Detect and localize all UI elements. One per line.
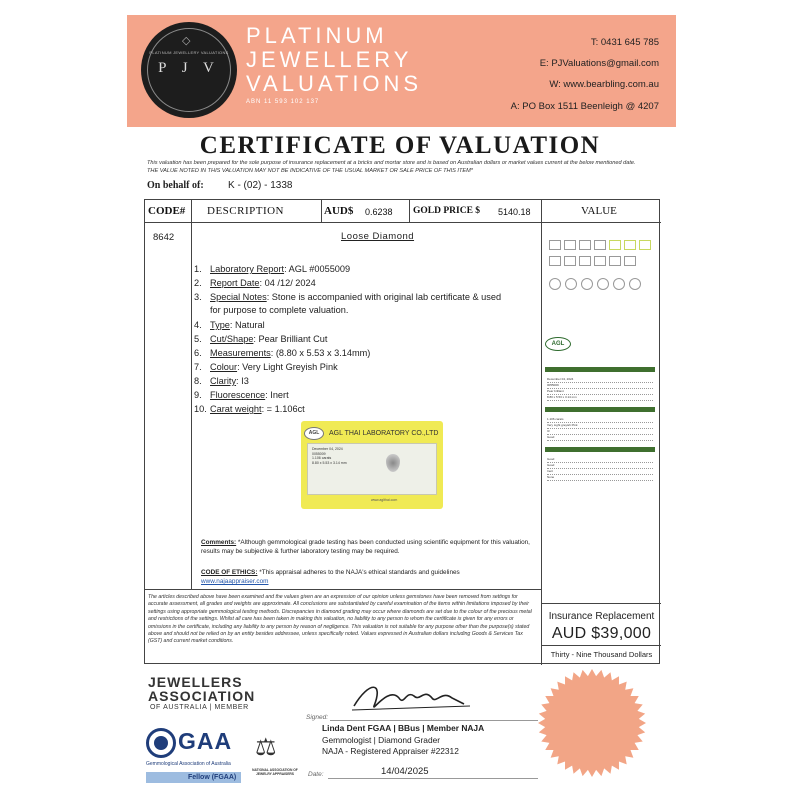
item-title: Loose Diamond (341, 231, 415, 242)
brand-line-1: PLATINUM (246, 23, 388, 48)
gaa-subtitle: Gemmological Association of Australia (146, 761, 231, 767)
comments (201, 538, 541, 556)
contact-address: A: PO Box 1511 Beenleigh @ 4207 (510, 101, 659, 112)
column-aud-value: 0.6238 (365, 207, 393, 217)
item-value: : 04 /12/ 2024 (259, 278, 316, 288)
item-number: 9. (194, 390, 202, 400)
list-item (194, 362, 338, 373)
item-value: : Very Light Greyish Pink (237, 362, 338, 372)
insurance-value: AUD $39,000 (551, 625, 652, 642)
company-logo (141, 22, 237, 118)
divider (541, 645, 661, 646)
agl-band (545, 407, 655, 412)
item-key: Carat weight (210, 404, 262, 414)
brand-line-2: JEWELLERY (246, 47, 413, 72)
item-value: : Natural (229, 320, 265, 330)
item-number: 4. (194, 320, 202, 330)
list-item (194, 278, 316, 289)
list-item (194, 348, 370, 359)
list-item (194, 376, 249, 387)
grading-scale-top-2 (549, 256, 639, 267)
item-continuation: for purpose to complete valuation. (210, 305, 349, 315)
lab-heading: AGL THAI LABORATORY CO.,LTD (329, 430, 439, 437)
ja-logo-line1: JEWELLERS (148, 674, 243, 690)
insurance-label: Insurance Replacement (548, 611, 655, 622)
agl-report-no: 0055009 (547, 383, 653, 389)
intro-text: This valuation has been prepared for the sole purpose of insurance replacement at a bricks and mortar store and is based on Australian dollars or market values current at the below mentioned date. (147, 160, 636, 166)
item-value: : AGL #0055009 (284, 264, 351, 274)
agl-clarity: I3 (547, 429, 653, 435)
header-banner (127, 15, 676, 127)
naja-logo-text: NATIONAL ASSOCIATION OF JEWELRY APPRAISERS (252, 768, 298, 776)
date-line (328, 778, 538, 779)
logo-small-text: PLATINUM JEWELLERY VALUATIONS (149, 50, 229, 55)
abn-number: ABN 11 593 102 137 (246, 99, 320, 105)
agl-date: December 04, 2024 (547, 377, 653, 383)
item-key: Fluorescence (210, 390, 266, 400)
item-code: 8642 (153, 232, 175, 243)
item-key: Special Notes (210, 292, 267, 302)
list-item (194, 334, 327, 345)
column-code: CODE# (148, 205, 186, 217)
contact-email[interactable]: E: PJValuations@gmail.com (539, 58, 659, 69)
item-value: : I3 (236, 376, 249, 386)
agl-comment: None (547, 475, 653, 481)
code-of-ethics (201, 568, 541, 586)
signature (344, 676, 474, 718)
lab-url: www.aglthai.com (371, 498, 398, 502)
column-aud-label: AUD$ (324, 205, 354, 217)
list-item (194, 404, 305, 415)
lab-certificate-card (301, 421, 443, 509)
divider (409, 200, 410, 222)
column-gold-value: 5140.18 (498, 207, 531, 217)
ethics-link[interactable]: www.najaappraiser.com (201, 578, 269, 585)
item-number: 5. (194, 334, 202, 344)
list-item (194, 292, 501, 303)
agl-polish: Good (547, 457, 653, 463)
item-value: : Inert (265, 390, 289, 400)
certificate-title: CERTIFICATE OF VALUATION (199, 132, 601, 159)
lab-card-inner (307, 443, 437, 495)
behalf-value: K - (02) - 1338 (228, 180, 293, 191)
column-gold-label: GOLD PRICE $ (413, 206, 481, 216)
disclaimer: The articles described above have been examined and the values given are an expression of our opinion unless gemstones have been removed from settings for accurate assessment, all grades and weights are approximate. All conclusions are substantiated by careful examination of the items within limitations imposed by their settings using appropriate gemmological testing methods. Discrepancies in diamond grading may occur where diamonds are set due to the colour of the precious metal and restrictions of the settings. Whilst all care has been taken in making this valuation, no liability to any person to whom the certificate is given for any errors or omissions in the certificate, including any liability to any person by reason of negligence. This valuation is not suitable for any purpose other than the purpose(s) stated above and should not be relied on by an entity besides addressee, unless specifically noted. Values expressed in Australian dollars including Goods & Services Tax (GST) and current market conditions. (148, 594, 532, 645)
item-key: Type (210, 320, 230, 330)
pear-diamond-icon (386, 454, 400, 472)
logo-monogram: P J V (158, 60, 220, 76)
list-item (194, 264, 350, 275)
item-key: Laboratory Report (210, 264, 285, 274)
item-number: 6. (194, 348, 202, 358)
diamond-icon: ◇ (182, 35, 191, 47)
agl-cut: Good (547, 435, 653, 441)
intro-warning: THE VALUE NOTED IN THIS VALUATION MAY NOT BE INDICATIVE OF THE USUAL MARKET OR SALE PRICE OF THIS ITEM* (147, 168, 473, 174)
brand-line-3: VALUATIONS (246, 71, 423, 96)
grader-name: Linda Dent FGAA | BBus | Member NAJA (322, 723, 485, 733)
lab-card-details (312, 447, 347, 465)
seal-icon (537, 668, 647, 778)
item-value: : = 1.106ct (261, 404, 305, 414)
item-number: 7. (194, 362, 202, 372)
item-number: 2. (194, 278, 202, 288)
agl-shape: Pear brilliant (547, 389, 653, 395)
grader-registration: NAJA - Registered Appraiser #22312 (322, 746, 459, 756)
agl-fluorescence: Inert (547, 469, 653, 475)
contact-website[interactable]: W: www.bearbling.com.au (549, 79, 659, 90)
item-number: 1. (194, 264, 202, 274)
item-number: 10. (194, 404, 207, 414)
item-key: Measurements (210, 348, 271, 358)
signed-label: Signed: (306, 714, 329, 721)
grading-scale-top (549, 240, 654, 251)
agl-band (545, 367, 655, 372)
column-description: DESCRIPTION (207, 205, 285, 217)
divider (191, 200, 192, 589)
divider (541, 200, 542, 665)
lab-report-no: 0055009 (312, 451, 326, 456)
gaa-logo: GAA (178, 728, 233, 754)
ethics-label: CODE OF ETHICS: (201, 569, 258, 576)
lab-logo: AGL (304, 427, 324, 440)
item-value: : (8.80 x 5.53 x 3.14mm) (270, 348, 371, 358)
comments-text: *Although gemmological grade testing has been conducted using scientific equipment for this valuation, results may be subjective & further laboratory testing may be required. (201, 539, 530, 555)
item-value: : Stone is accompanied with original lab certificate & used (266, 292, 502, 302)
list-item (194, 390, 289, 401)
date-label: Date: (308, 771, 324, 778)
signature-line (330, 720, 538, 721)
divider (145, 222, 661, 223)
agl-carat: 1.106 carats (547, 417, 653, 423)
divider (541, 603, 661, 604)
scales-icon: ⚖ (255, 734, 277, 761)
fellow-badge: Fellow (FGAA) (146, 772, 241, 783)
item-key: Cut/Shape (210, 334, 254, 344)
divider (145, 589, 541, 590)
item-key: Clarity (210, 376, 237, 386)
agl-colour: Very Light greyish Pink (547, 423, 653, 429)
lab-date: December 04, 2024 (312, 447, 343, 451)
agl-band (545, 447, 655, 452)
item-number: 8. (194, 376, 202, 386)
list-item (194, 320, 265, 331)
agl-symmetry: Good (547, 463, 653, 469)
gaa-emblem-icon (146, 728, 176, 758)
comments-label: Comments: (201, 539, 237, 546)
grader-title: Gemmologist | Diamond Grader (322, 735, 441, 745)
contact-phone: T: 0431 645 785 (590, 37, 659, 48)
agl-measurements: 8.80 x 5.53 x 3.14 mm (547, 395, 653, 401)
item-key: Colour (210, 362, 238, 372)
insurance-words: Thirty - Nine Thousand Dollars (550, 650, 653, 659)
lab-measurements: 8.80 x 5.53 x 3.14 mm (312, 460, 347, 465)
agl-logo: AGL (545, 337, 571, 351)
ja-logo-line3: OF AUSTRALIA | MEMBER (150, 704, 249, 711)
ja-logo-line2: ASSOCIATION (148, 688, 256, 704)
grading-scale-bottom (549, 278, 645, 291)
date-value: 14/04/2025 (381, 766, 429, 777)
item-key: Report Date (210, 278, 260, 288)
divider (321, 200, 322, 222)
agl-report-summary (545, 333, 655, 501)
column-value: VALUE (581, 205, 617, 217)
behalf-label: On behalf of: (147, 180, 204, 191)
valuation-table (144, 199, 660, 664)
ethics-text: *This appraisal adheres to the NAJA's ethical standards and guidelines (257, 569, 460, 576)
item-value: : Pear Brilliant Cut (253, 334, 328, 344)
lab-carat: 1.106 carats (312, 456, 332, 460)
item-number: 3. (194, 292, 202, 302)
